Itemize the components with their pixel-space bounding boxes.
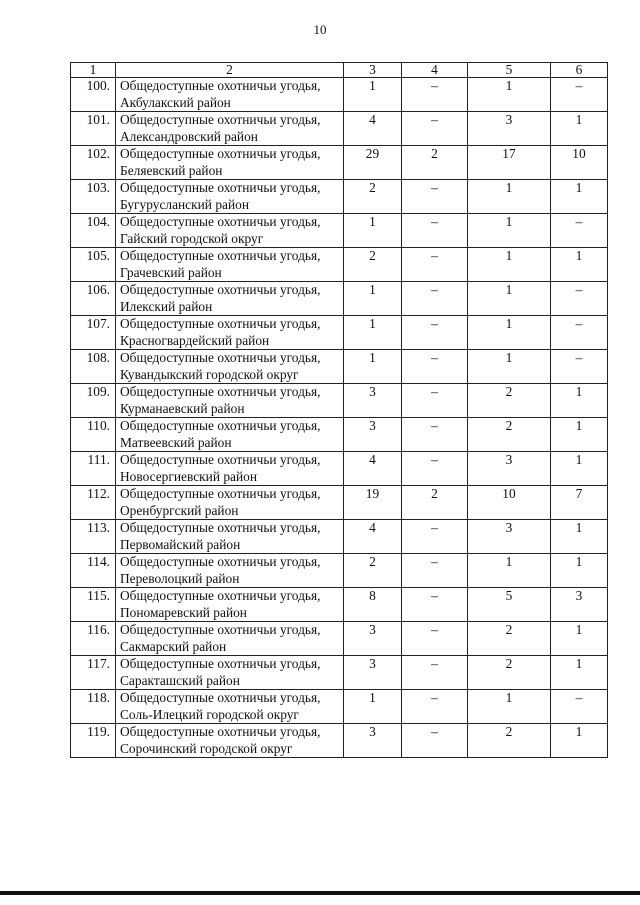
row-name-cell: Общедоступные охотничьи угодья, Грачевский район (116, 248, 344, 282)
column-header: 2 (116, 63, 344, 78)
row-number-cell: 104. (71, 214, 116, 248)
row-col6-cell: 1 (551, 554, 608, 588)
row-col6-cell: – (551, 316, 608, 350)
row-col6-cell: 1 (551, 520, 608, 554)
row-col3-cell: 1 (344, 350, 402, 384)
row-name-cell: Общедоступные охотничьи угодья, Красногвардейский район (116, 316, 344, 350)
column-header: 4 (402, 63, 468, 78)
bottom-rule (0, 891, 640, 895)
row-col5-cell: 2 (468, 724, 551, 758)
row-col5-cell: 3 (468, 112, 551, 146)
row-name-cell: Общедоступные охотничьи угодья, Курманаевский район (116, 384, 344, 418)
row-name-cell: Общедоступные охотничьи угодья, Акбулакский район (116, 78, 344, 112)
row-name-cell: Общедоступные охотничьи угодья, Бугурусланский район (116, 180, 344, 214)
row-col6-cell: – (551, 282, 608, 316)
row-col5-cell: 1 (468, 690, 551, 724)
row-col5-cell: 2 (468, 384, 551, 418)
table-row (71, 520, 608, 554)
table-row (71, 486, 608, 520)
row-col3-cell: 3 (344, 418, 402, 452)
row-col4-cell: 2 (402, 486, 468, 520)
row-col3-cell: 3 (344, 384, 402, 418)
row-col5-cell: 1 (468, 248, 551, 282)
row-col6-cell: 7 (551, 486, 608, 520)
table-row (71, 78, 608, 112)
row-number-cell: 103. (71, 180, 116, 214)
table-row (71, 690, 608, 724)
row-name-cell: Общедоступные охотничьи угодья, Беляевский район (116, 146, 344, 180)
row-col3-cell: 2 (344, 180, 402, 214)
row-name-cell: Общедоступные охотничьи угодья, Сорочинский городской округ (116, 724, 344, 758)
table-row (71, 112, 608, 146)
row-col6-cell: 1 (551, 622, 608, 656)
row-name-cell: Общедоступные охотничьи угодья, Соль-Илецкий городской округ (116, 690, 344, 724)
row-col5-cell: 1 (468, 554, 551, 588)
row-col6-cell: – (551, 214, 608, 248)
row-col5-cell: 1 (468, 316, 551, 350)
table-row (71, 418, 608, 452)
row-col4-cell: – (402, 452, 468, 486)
row-name-cell: Общедоступные охотничьи угодья, Александровский район (116, 112, 344, 146)
row-col3-cell: 4 (344, 520, 402, 554)
row-col3-cell: 8 (344, 588, 402, 622)
page-number: 10 (313, 22, 327, 37)
row-col4-cell: – (402, 214, 468, 248)
row-col5-cell: 1 (468, 180, 551, 214)
row-name-cell: Общедоступные охотничьи угодья, Переволоцкий район (116, 554, 344, 588)
column-header: 3 (344, 63, 402, 78)
row-col3-cell: 3 (344, 724, 402, 758)
row-col6-cell: 1 (551, 180, 608, 214)
row-col3-cell: 1 (344, 214, 402, 248)
row-col4-cell: – (402, 282, 468, 316)
row-col4-cell: – (402, 588, 468, 622)
row-col3-cell: 1 (344, 78, 402, 112)
row-col4-cell: – (402, 350, 468, 384)
row-col4-cell: – (402, 316, 468, 350)
row-col5-cell: 2 (468, 622, 551, 656)
row-number-cell: 101. (71, 112, 116, 146)
row-col3-cell: 3 (344, 656, 402, 690)
column-header: 6 (551, 63, 608, 78)
row-col5-cell: 17 (468, 146, 551, 180)
row-col3-cell: 4 (344, 452, 402, 486)
row-name-cell: Общедоступные охотничьи угодья, Кувандыкский городской округ (116, 350, 344, 384)
row-col3-cell: 19 (344, 486, 402, 520)
row-number-cell: 109. (71, 384, 116, 418)
row-col5-cell: 3 (468, 520, 551, 554)
table-body (71, 78, 608, 758)
table-row (71, 214, 608, 248)
row-col5-cell: 1 (468, 282, 551, 316)
row-col4-cell: – (402, 418, 468, 452)
table-row (71, 146, 608, 180)
row-col6-cell: 1 (551, 248, 608, 282)
row-col4-cell: – (402, 180, 468, 214)
row-col3-cell: 29 (344, 146, 402, 180)
row-col6-cell: 3 (551, 588, 608, 622)
row-name-cell: Общедоступные охотничьи угодья, Новосергиевский район (116, 452, 344, 486)
row-col5-cell: 2 (468, 656, 551, 690)
row-col3-cell: 2 (344, 248, 402, 282)
row-name-cell: Общедоступные охотничьи угодья, Гайский городской округ (116, 214, 344, 248)
row-number-cell: 118. (71, 690, 116, 724)
row-col5-cell: 1 (468, 78, 551, 112)
table-row (71, 622, 608, 656)
row-number-cell: 114. (71, 554, 116, 588)
row-number-cell: 115. (71, 588, 116, 622)
row-col3-cell: 1 (344, 282, 402, 316)
row-col3-cell: 1 (344, 316, 402, 350)
row-col5-cell: 2 (468, 418, 551, 452)
row-col3-cell: 3 (344, 622, 402, 656)
row-col6-cell: – (551, 78, 608, 112)
row-number-cell: 102. (71, 146, 116, 180)
row-number-cell: 105. (71, 248, 116, 282)
row-name-cell: Общедоступные охотничьи угодья, Первомайский район (116, 520, 344, 554)
row-col3-cell: 2 (344, 554, 402, 588)
row-col4-cell: – (402, 384, 468, 418)
table-row (71, 384, 608, 418)
row-col6-cell: 1 (551, 656, 608, 690)
row-col4-cell: – (402, 520, 468, 554)
row-number-cell: 108. (71, 350, 116, 384)
row-col4-cell: – (402, 78, 468, 112)
row-col6-cell: 1 (551, 112, 608, 146)
row-col5-cell: 1 (468, 350, 551, 384)
row-number-cell: 111. (71, 452, 116, 486)
row-col6-cell: 1 (551, 452, 608, 486)
row-name-cell: Общедоступные охотничьи угодья, Оренбургский район (116, 486, 344, 520)
row-col6-cell: 1 (551, 418, 608, 452)
row-number-cell: 117. (71, 656, 116, 690)
table-row (71, 316, 608, 350)
row-col3-cell: 1 (344, 690, 402, 724)
row-col4-cell: – (402, 112, 468, 146)
table-row (71, 248, 608, 282)
row-col5-cell: 3 (468, 452, 551, 486)
row-number-cell: 116. (71, 622, 116, 656)
table-row (71, 452, 608, 486)
row-col4-cell: – (402, 724, 468, 758)
row-col6-cell: 10 (551, 146, 608, 180)
row-col5-cell: 1 (468, 214, 551, 248)
row-name-cell: Общедоступные охотничьи угодья, Сакмарский район (116, 622, 344, 656)
row-number-cell: 110. (71, 418, 116, 452)
column-header: 1 (71, 63, 116, 78)
row-col4-cell: – (402, 554, 468, 588)
row-col6-cell: – (551, 690, 608, 724)
table-row (71, 350, 608, 384)
hunting-grounds-table (70, 62, 608, 758)
row-number-cell: 100. (71, 78, 116, 112)
row-number-cell: 119. (71, 724, 116, 758)
row-col6-cell: 1 (551, 384, 608, 418)
header-row (71, 63, 608, 78)
row-col5-cell: 5 (468, 588, 551, 622)
row-number-cell: 113. (71, 520, 116, 554)
table-row (71, 588, 608, 622)
row-col4-cell: 2 (402, 146, 468, 180)
column-header: 5 (468, 63, 551, 78)
row-name-cell: Общедоступные охотничьи угодья, Матвеевский район (116, 418, 344, 452)
row-number-cell: 106. (71, 282, 116, 316)
row-name-cell: Общедоступные охотничьи угодья, Илекский район (116, 282, 344, 316)
row-name-cell: Общедоступные охотничьи угодья, Пономаревский район (116, 588, 344, 622)
row-col4-cell: – (402, 248, 468, 282)
row-name-cell: Общедоступные охотничьи угодья, Саракташский район (116, 656, 344, 690)
table-row (71, 724, 608, 758)
table-row (71, 282, 608, 316)
row-col6-cell: 1 (551, 724, 608, 758)
row-col3-cell: 4 (344, 112, 402, 146)
row-number-cell: 112. (71, 486, 116, 520)
row-number-cell: 107. (71, 316, 116, 350)
table-row (71, 656, 608, 690)
table-row (71, 180, 608, 214)
row-col5-cell: 10 (468, 486, 551, 520)
row-col6-cell: – (551, 350, 608, 384)
table-row (71, 554, 608, 588)
row-col4-cell: – (402, 622, 468, 656)
row-col4-cell: – (402, 690, 468, 724)
row-col4-cell: – (402, 656, 468, 690)
